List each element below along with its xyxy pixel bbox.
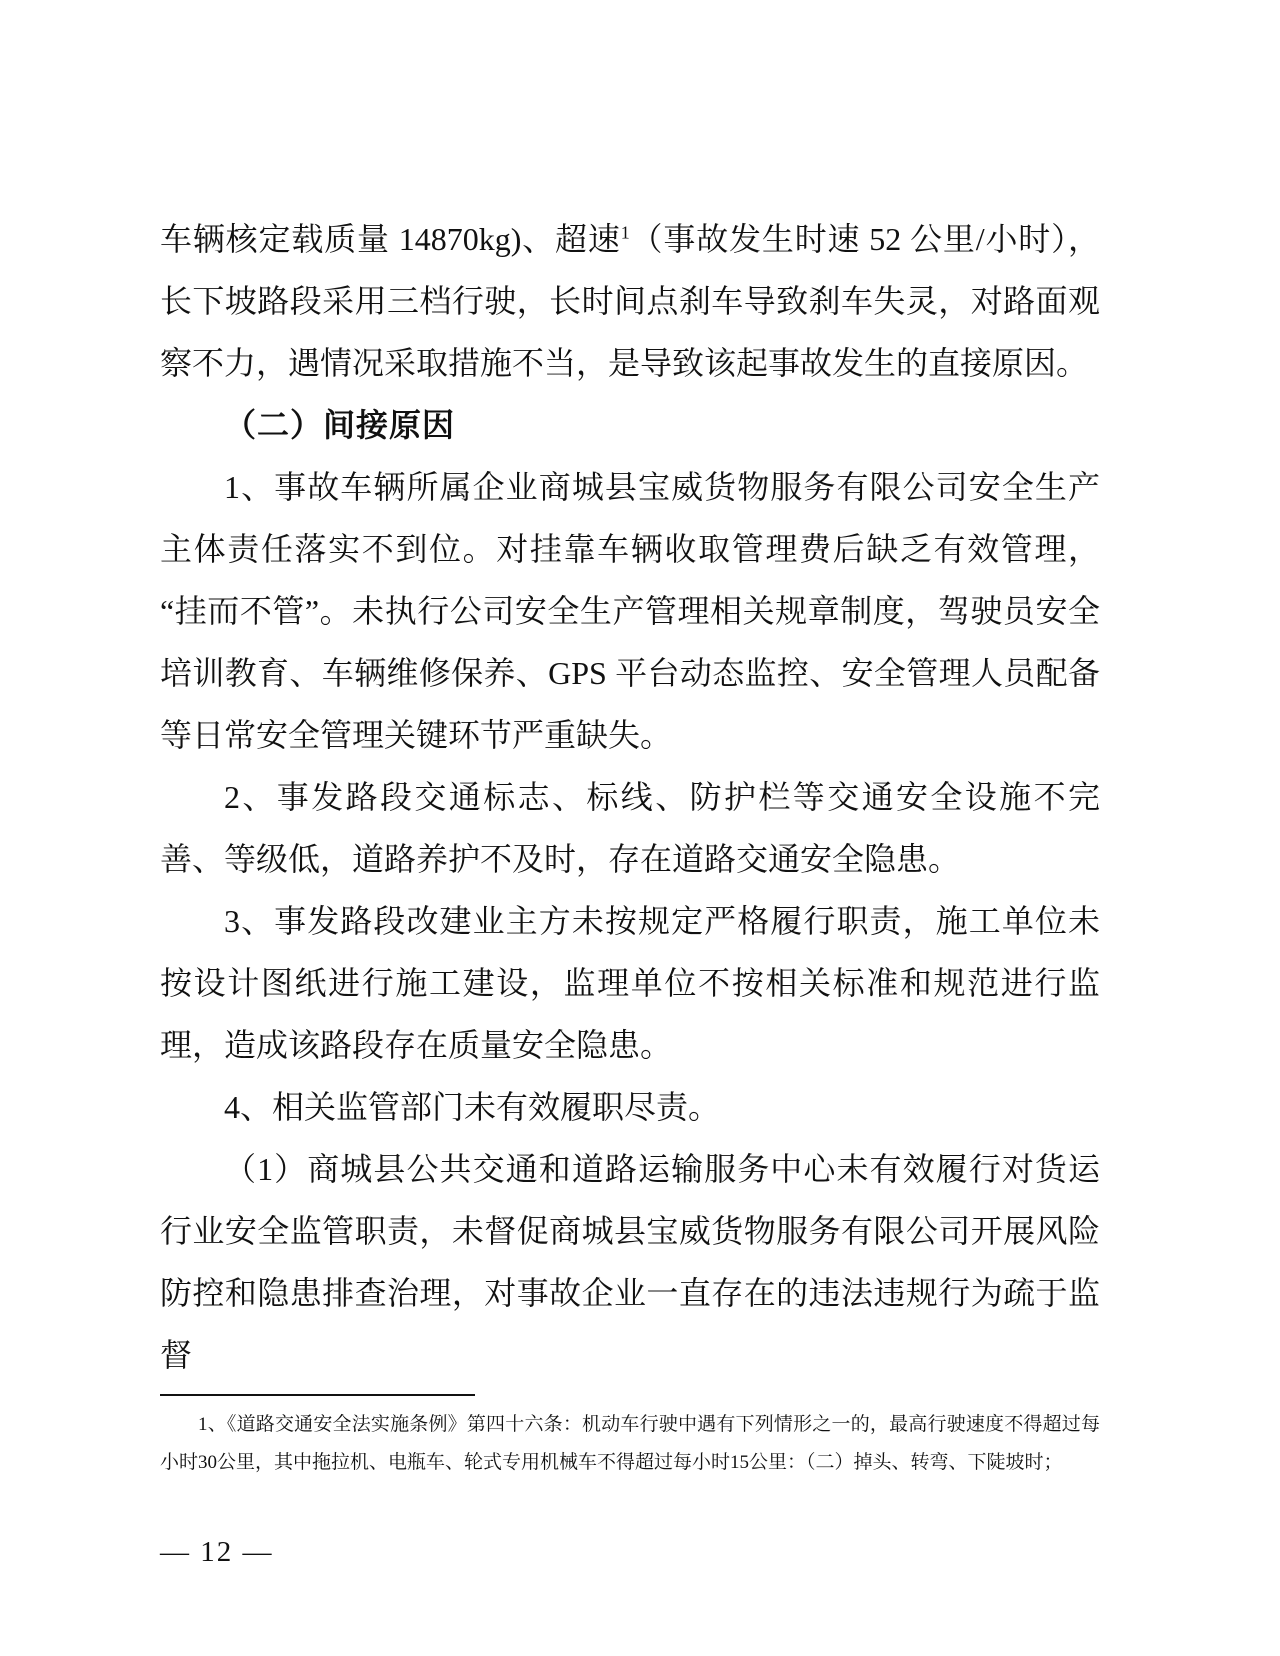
paragraph-indirect-cause-4: 4、相关监管部门未有效履职尽责。 (224, 1089, 721, 1125)
paragraph-direct-cause (160, 208, 1100, 394)
paragraph-indirect-cause-1: 1、事故车辆所属企业商城县宝威货物服务有限公司安全生产主体责任落实不到位。对挂靠车辆收取管理费后缺乏有效管理，“挂而不管”。未执行公司安全生产管理相关规章制度，驾驶员安全培训教育、车辆维修保养、GPS 平台动态监控、安全管理人员配备等日常安全管理关键环节严重缺失。 (160, 469, 1100, 753)
page-number: — 12 — (160, 1536, 274, 1568)
footnote-divider (160, 1394, 475, 1396)
paragraph-indirect-cause-4-sub-1: （1）商城县公共交通和道路运输服务中心未有效履行对货运行业安全监管职责，未督促商城县宝威货物服务有限公司开展风险防控和隐患排查治理，对事故企业一直存在的违法违规行为疏于监督 (160, 1151, 1100, 1373)
footnote-section (160, 1394, 1100, 1482)
page-content (160, 208, 1100, 1482)
footnote-reference-mark: 1 (620, 222, 630, 243)
paragraph-indirect-cause-3: 3、事发路段改建业主方未按规定严格履行职责，施工单位未按设计图纸进行施工建设，监理单位不按相关标准和规范进行监理，造成该路段存在质量安全隐患。 (160, 903, 1100, 1063)
paragraph-indirect-cause-2: 2、事发路段交通标志、标线、防护栏等交通安全设施不完善、等级低，道路养护不及时，存在道路交通安全隐患。 (160, 779, 1100, 877)
paragraph-text-after-footnote-ref: （事故发生时速 52 公里/小时），长下坡路段采用三档行驶，长时间点刹车导致刹车失灵，对路面观察不力，遇情况采取措施不当，是导致该起事故发生的直接原因。 (160, 221, 1100, 381)
paragraph-text-before-footnote-ref: 车辆核定载质量 14870kg)、超速 (160, 221, 621, 257)
section-heading-indirect-causes: （二）间接原因 (224, 407, 456, 443)
footnote-text: 1、《道路交通安全法实施条例》第四十六条：机动车行驶中遇有下列情形之一的，最高行驶速度不得超过每小时30公里，其中拖拉机、电瓶车、轮式专用机械车不得超过每小时15公里：（二）掉头、转弯、下陡坡时； (160, 1414, 1100, 1473)
